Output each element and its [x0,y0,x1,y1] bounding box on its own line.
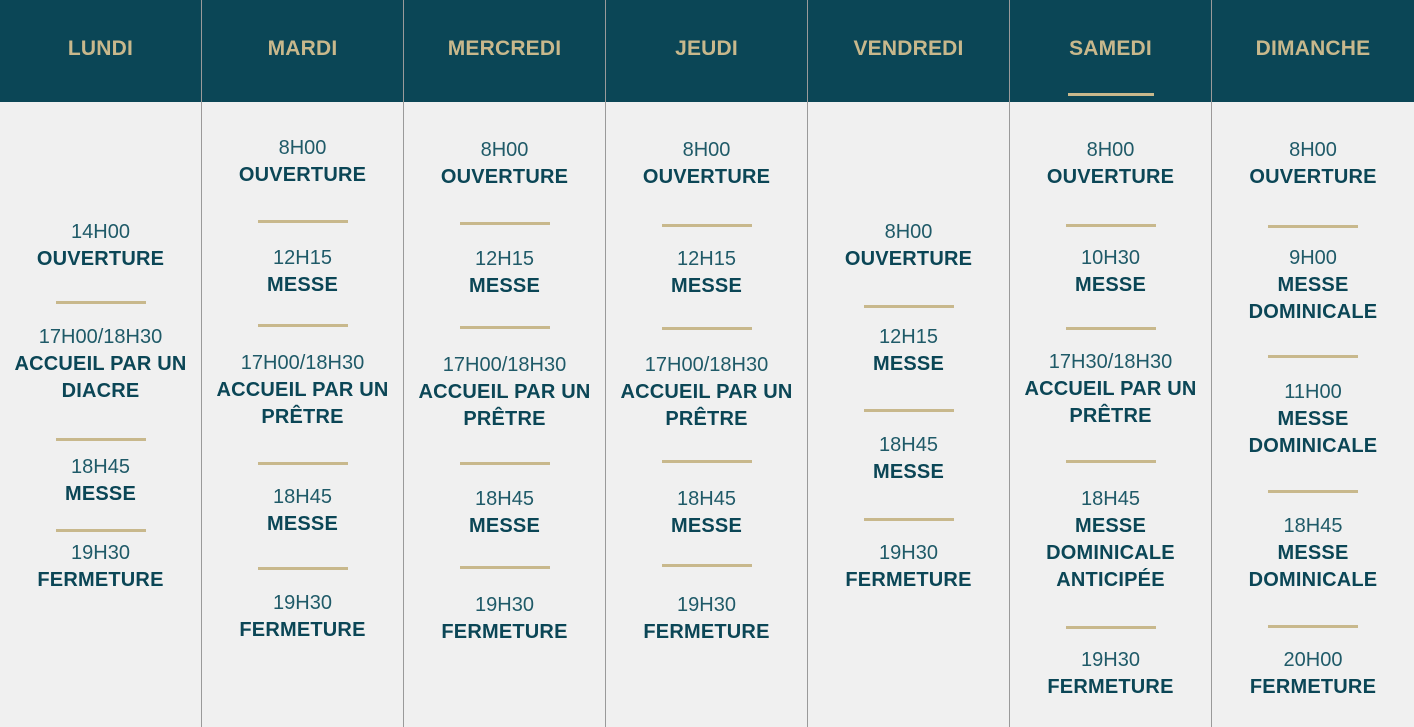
event-label: PRÊTRE [665,408,748,430]
schedule-event [1212,379,1414,460]
day-name: SAMEDI [1069,37,1152,60]
day-header [606,0,807,102]
schedule-event [1212,513,1414,594]
schedule-event [1212,245,1414,326]
event-time: 10H30 [1081,247,1140,269]
event-label: FERMETURE [239,619,366,641]
event-label: ACCUEIL PAR UN [620,381,793,403]
day-name: MARDI [267,37,338,60]
event-label: MESSE [1277,408,1349,430]
event-time: 19H30 [879,542,938,564]
event-label: MESSE [872,353,945,375]
day-column-jeudi [606,0,808,727]
day-header [1212,0,1414,102]
event-time: 19H30 [677,594,736,616]
event-separator [1268,490,1358,493]
event-time: 12H15 [879,326,938,348]
event-label: DOMINICALE [1248,435,1378,457]
event-time: 19H30 [71,542,130,564]
event-time: 18H45 [475,488,534,510]
day-column-mardi [202,0,404,727]
schedule-event [808,219,1009,273]
event-list [606,102,807,727]
day-column-samedi [1010,0,1212,727]
event-time: 17H00/18H30 [442,354,567,376]
event-separator [1066,626,1156,629]
schedule-event [0,219,201,273]
event-list [202,102,403,727]
event-time: 8H00 [1289,139,1337,161]
event-label: DOMINICALE [1248,301,1378,323]
event-time: 8H00 [480,139,529,161]
event-time: 17H00/18H30 [240,352,365,374]
day-name: JEUDI [675,37,738,60]
day-column-dimanche [1212,0,1414,727]
event-separator [864,305,954,308]
schedule-event [1010,647,1211,701]
event-separator [56,438,146,441]
event-label: MESSE [670,515,743,537]
event-separator [662,224,752,227]
event-list [1212,102,1414,727]
event-separator [56,301,146,304]
event-separator [1066,460,1156,463]
schedule-event [1212,137,1414,191]
schedule-event [606,352,807,433]
day-name: VENDREDI [853,37,964,60]
event-separator [864,409,954,412]
schedule-event [404,352,605,433]
event-label: MESSE [64,483,137,505]
event-list [0,102,201,727]
event-label: MESSE [468,275,541,297]
schedule-event [1010,486,1211,594]
day-name: LUNDI [67,37,134,60]
schedule-event [202,350,403,431]
event-label: MESSE [1074,515,1147,537]
event-label: DIACRE [61,380,140,402]
event-time: 17H00/18H30 [644,354,769,376]
event-time: 18H45 [1283,515,1343,537]
event-label: OUVERTURE [642,166,771,188]
event-label: OUVERTURE [238,164,367,186]
day-header [1010,0,1211,102]
event-label: MESSE [670,275,743,297]
event-separator [56,529,146,532]
event-label: DOMINICALE [1248,569,1378,591]
event-label: MESSE [266,274,339,296]
event-time: 19H30 [475,594,534,616]
schedule-event [808,324,1009,378]
event-time: 18H45 [273,486,332,508]
event-separator [662,460,752,463]
event-separator [1268,625,1358,628]
event-label: PRÊTRE [463,408,546,430]
event-separator [662,564,752,567]
event-label: FERMETURE [1249,676,1377,698]
event-label: FERMETURE [643,621,770,643]
event-separator [460,222,550,225]
event-label: ACCUEIL PAR UN [418,381,591,403]
event-time: 18H45 [879,434,938,456]
event-time: 8H00 [1086,139,1135,161]
day-name: MERCREDI [447,37,562,60]
event-label: MESSE [1074,274,1147,296]
event-label: MESSE [1277,542,1349,564]
event-time: 18H45 [1081,488,1140,510]
event-separator [1268,355,1358,358]
event-label: OUVERTURE [1249,166,1377,188]
schedule-event [202,245,403,299]
event-separator [1268,225,1358,228]
event-time: 12H15 [677,248,736,270]
event-separator [258,220,348,223]
event-time: 12H15 [273,247,332,269]
event-separator [460,462,550,465]
event-list [404,102,605,727]
event-separator [258,567,348,570]
schedule-event [1010,137,1211,191]
event-label: OUVERTURE [440,166,569,188]
event-label: FERMETURE [1047,676,1174,698]
schedule-event [0,324,201,405]
event-separator [460,566,550,569]
event-separator [460,326,550,329]
event-separator [662,327,752,330]
event-label: MESSE [1277,274,1349,296]
event-time: 14H00 [71,221,130,243]
day-column-mercredi [404,0,606,727]
schedule-event [606,137,807,191]
event-time: 12H15 [475,248,534,270]
event-time: 17H30/18H30 [1048,351,1173,373]
event-label: OUVERTURE [844,248,973,270]
event-label: OUVERTURE [1046,166,1175,188]
day-name: DIMANCHE [1255,37,1371,60]
event-time: 19H30 [1081,649,1140,671]
event-time: 8H00 [884,221,933,243]
event-time: 18H45 [677,488,736,510]
event-separator [1066,224,1156,227]
event-label: OUVERTURE [36,248,165,270]
event-label: MESSE [872,461,945,483]
schedule-event [404,246,605,300]
schedule-event [0,454,201,508]
schedule-event [606,486,807,540]
schedule-event [404,486,605,540]
event-label: MESSE [266,513,339,535]
event-separator [864,518,954,521]
schedule-event [202,484,403,538]
schedule-event [808,540,1009,594]
day-column-vendredi [808,0,1010,727]
schedule-event [1010,245,1211,299]
event-separator [1066,327,1156,330]
event-label: FERMETURE [845,569,972,591]
event-list [808,102,1009,727]
event-time: 11H00 [1284,381,1342,403]
schedule-event [404,137,605,191]
day-header [0,0,201,102]
event-label: PRÊTRE [1069,405,1152,427]
event-label: ACCUEIL PAR UN [216,379,389,401]
event-separator [258,462,348,465]
day-column-lundi [0,0,202,727]
event-time: 20H00 [1283,649,1343,671]
schedule-event [1212,647,1414,701]
event-label: FERMETURE [441,621,568,643]
event-time: 8H00 [682,139,731,161]
event-time: 9H00 [1289,247,1337,269]
schedule-event [606,246,807,300]
schedule-event [202,590,403,644]
event-label: ACCUEIL PAR UN [1024,378,1197,400]
day-header [202,0,403,102]
schedule-event [1010,349,1211,430]
event-separator [258,324,348,327]
day-header [808,0,1009,102]
schedule-event [606,592,807,646]
schedule-event [202,135,403,189]
event-label: ACCUEIL PAR UN [14,353,187,375]
event-time: 8H00 [278,137,327,159]
day-header [404,0,605,102]
event-label: MESSE [468,515,541,537]
event-label: DOMINICALE [1046,542,1175,564]
event-time: 17H00/18H30 [38,326,163,348]
event-label: PRÊTRE [261,406,344,428]
event-time: 19H30 [273,592,332,614]
event-list [1010,102,1211,727]
schedule-event [0,540,201,594]
schedule-event [808,432,1009,486]
event-time: 18H45 [71,456,130,478]
event-label: FERMETURE [37,569,164,591]
event-label: ANTICIPÉE [1056,569,1165,591]
current-day-indicator [1068,93,1154,96]
schedule-event [404,592,605,646]
